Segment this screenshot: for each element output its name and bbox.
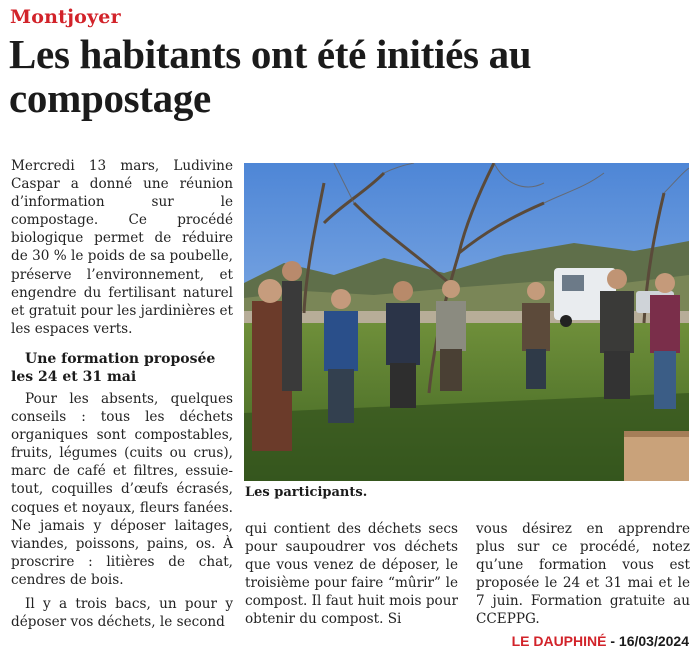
- article-column-3: [476, 520, 690, 629]
- article-column-1: [11, 157, 233, 631]
- article-paragraph-2-continued: qui contient des déchets secs pour saupoudrer vos déchets que vous venez de déposer, le troisième pour faire “mûrir” le compost. Il faut huit mois pour obtenir du compost. Si: [245, 521, 458, 628]
- photo-caption: Les participants.: [245, 485, 368, 500]
- participants-photo: [244, 163, 689, 481]
- source-footer: [512, 633, 689, 649]
- article-kicker: Montjoyer: [10, 6, 121, 28]
- newspaper-name: LE DAUPHINÉ: [511, 633, 607, 649]
- article-subhead: Une formation proposée les 24 et 31 mai: [11, 350, 216, 385]
- article-paragraph-2-end: vous désirez en apprendre plus sur ce procédé, notez qu’une formation vous est proposée le 24 et 31 mai et le 7 juin. Formation gratuite au CCEPPG.: [476, 521, 690, 628]
- article-headline: Les habitants ont été initiés au compostage: [9, 31, 532, 121]
- footer-separator: -: [606, 633, 619, 649]
- article-paragraph-2-start: Il y a trois bacs, un pour y déposer vos déchets, le second: [11, 595, 233, 631]
- article-column-2: [245, 520, 458, 629]
- publication-date: 16/03/2024: [618, 633, 689, 649]
- article-intro: Mercredi 13 mars, Ludivine Caspar a donné une réunion d’information sur le compostage. Ce procédé biologique permet de réduire de 30 % le poids de sa poubelle, préserve l’environnement, et engendre du fertilisant naturel et gratuit pour les jardinières et les espaces verts.: [11, 158, 233, 337]
- article-paragraph-1: Pour les absents, quelques conseils : tous les déchets organiques sont compostables, fruits, légumes (cuits ou crus), marc de café et filtres, essuie-tout, coquilles d’œufs écrasés, coques et noyaux, fleurs fanées. Ne jamais y déposer laitages, viandes, poissons, pains, os. À proscrire : litières de chat, cendres de bois.: [11, 390, 233, 588]
